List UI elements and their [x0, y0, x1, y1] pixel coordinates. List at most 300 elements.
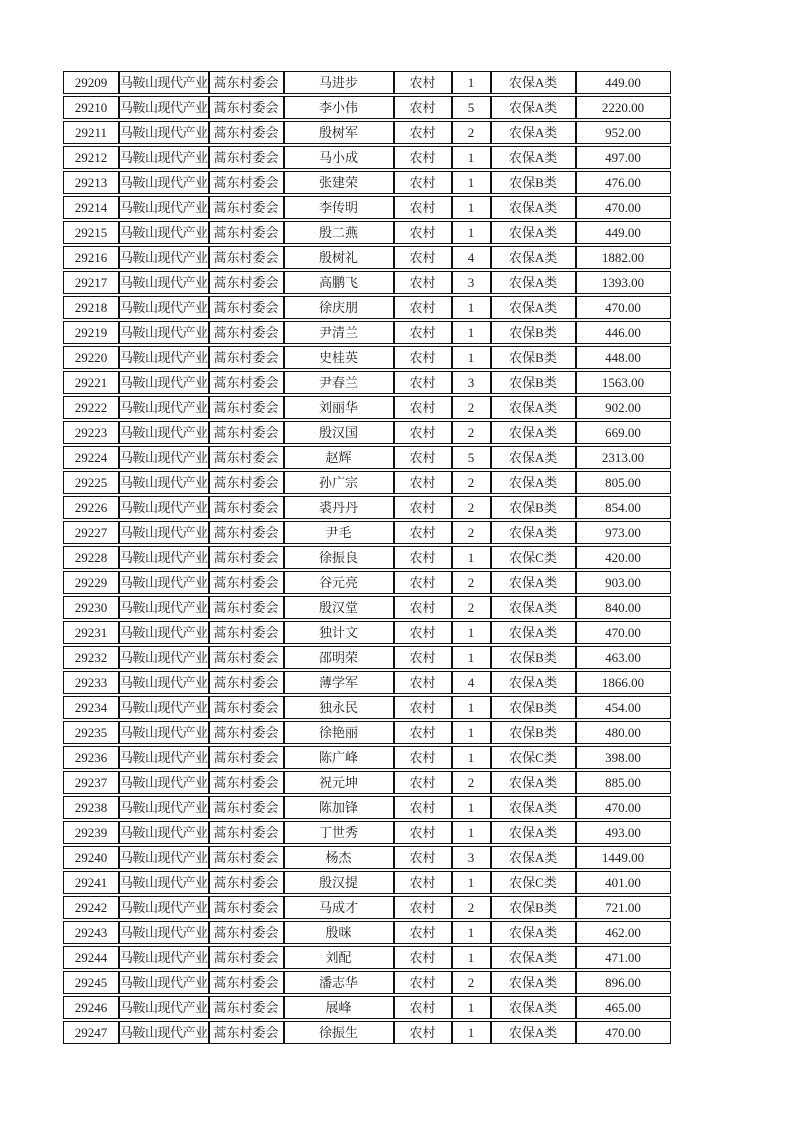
table-row	[63, 996, 671, 1019]
amount-cell: 470.00	[576, 796, 671, 819]
amount-cell: 454.00	[576, 696, 671, 719]
person-name-cell: 殷咪	[284, 921, 394, 944]
count-cell: 3	[452, 846, 491, 869]
category-cell: 农村	[394, 671, 452, 694]
record-id-cell: 29209	[63, 71, 119, 94]
category-cell: 农村	[394, 371, 452, 394]
record-id-cell: 29245	[63, 971, 119, 994]
record-id-cell: 29213	[63, 171, 119, 194]
organization-cell: 马鞍山现代产业	[119, 696, 209, 719]
village-cell: 蒿东村委会	[209, 271, 284, 294]
table-row	[63, 721, 671, 744]
amount-cell: 903.00	[576, 571, 671, 594]
organization-cell: 马鞍山现代产业	[119, 371, 209, 394]
category-cell: 农村	[394, 771, 452, 794]
person-name-cell: 尹毛	[284, 521, 394, 544]
amount-cell: 465.00	[576, 996, 671, 1019]
record-id-cell: 29225	[63, 471, 119, 494]
count-cell: 3	[452, 271, 491, 294]
record-id-cell: 29243	[63, 921, 119, 944]
category-cell: 农村	[394, 621, 452, 644]
village-cell: 蒿东村委会	[209, 446, 284, 469]
village-cell: 蒿东村委会	[209, 721, 284, 744]
village-cell: 蒿东村委会	[209, 371, 284, 394]
village-cell: 蒿东村委会	[209, 846, 284, 869]
amount-cell: 669.00	[576, 421, 671, 444]
organization-cell: 马鞍山现代产业	[119, 721, 209, 744]
record-id-cell: 29238	[63, 796, 119, 819]
organization-cell: 马鞍山现代产业	[119, 1021, 209, 1044]
amount-cell: 805.00	[576, 471, 671, 494]
category-cell: 农村	[394, 171, 452, 194]
village-cell: 蒿东村委会	[209, 171, 284, 194]
organization-cell: 马鞍山现代产业	[119, 71, 209, 94]
table-row	[63, 896, 671, 919]
insurance-type-cell: 农保C类	[491, 871, 576, 894]
person-name-cell: 马成才	[284, 896, 394, 919]
record-id-cell: 29234	[63, 696, 119, 719]
record-id-cell: 29217	[63, 271, 119, 294]
category-cell: 农村	[394, 821, 452, 844]
table-row	[63, 146, 671, 169]
amount-cell: 462.00	[576, 921, 671, 944]
organization-cell: 马鞍山现代产业	[119, 121, 209, 144]
village-cell: 蒿东村委会	[209, 1021, 284, 1044]
category-cell: 农村	[394, 196, 452, 219]
table-row	[63, 96, 671, 119]
count-cell: 2	[452, 896, 491, 919]
insurance-type-cell: 农保B类	[491, 696, 576, 719]
table-row	[63, 221, 671, 244]
category-cell: 农村	[394, 921, 452, 944]
record-id-cell: 29221	[63, 371, 119, 394]
record-id-cell: 29219	[63, 321, 119, 344]
table-row	[63, 296, 671, 319]
village-cell: 蒿东村委会	[209, 821, 284, 844]
village-cell: 蒿东村委会	[209, 771, 284, 794]
amount-cell: 721.00	[576, 896, 671, 919]
amount-cell: 420.00	[576, 546, 671, 569]
count-cell: 1	[452, 346, 491, 369]
table-row	[63, 771, 671, 794]
amount-cell: 401.00	[576, 871, 671, 894]
person-name-cell: 尹清兰	[284, 321, 394, 344]
organization-cell: 马鞍山现代产业	[119, 746, 209, 769]
record-id-cell: 29228	[63, 546, 119, 569]
record-id-cell: 29237	[63, 771, 119, 794]
amount-cell: 1882.00	[576, 246, 671, 269]
table-row	[63, 1021, 671, 1044]
insurance-type-cell: 农保A类	[491, 296, 576, 319]
count-cell: 2	[452, 521, 491, 544]
person-name-cell: 独计文	[284, 621, 394, 644]
table-body	[63, 71, 671, 1044]
record-id-cell: 29218	[63, 296, 119, 319]
record-id-cell: 29235	[63, 721, 119, 744]
count-cell: 2	[452, 596, 491, 619]
insurance-type-cell: 农保A类	[491, 971, 576, 994]
amount-cell: 902.00	[576, 396, 671, 419]
person-name-cell: 徐庆朋	[284, 296, 394, 319]
category-cell: 农村	[394, 221, 452, 244]
count-cell: 1	[452, 796, 491, 819]
table-row	[63, 921, 671, 944]
count-cell: 1	[452, 871, 491, 894]
insurance-type-cell: 农保B类	[491, 896, 576, 919]
amount-cell: 854.00	[576, 496, 671, 519]
table-row	[63, 621, 671, 644]
count-cell: 1	[452, 921, 491, 944]
insurance-type-cell: 农保A类	[491, 821, 576, 844]
person-name-cell: 谷元亮	[284, 571, 394, 594]
village-cell: 蒿东村委会	[209, 596, 284, 619]
amount-cell: 2313.00	[576, 446, 671, 469]
amount-cell: 497.00	[576, 146, 671, 169]
person-name-cell: 李传明	[284, 196, 394, 219]
record-id-cell: 29244	[63, 946, 119, 969]
amount-cell: 398.00	[576, 746, 671, 769]
insurance-type-cell: 农保A类	[491, 596, 576, 619]
insurance-type-cell: 农保A类	[491, 396, 576, 419]
amount-cell: 470.00	[576, 621, 671, 644]
insurance-type-cell: 农保B类	[491, 646, 576, 669]
village-cell: 蒿东村委会	[209, 246, 284, 269]
count-cell: 1	[452, 946, 491, 969]
category-cell: 农村	[394, 396, 452, 419]
village-cell: 蒿东村委会	[209, 471, 284, 494]
record-id-cell: 29226	[63, 496, 119, 519]
person-name-cell: 薄学军	[284, 671, 394, 694]
count-cell: 1	[452, 296, 491, 319]
person-name-cell: 史桂英	[284, 346, 394, 369]
amount-cell: 480.00	[576, 721, 671, 744]
organization-cell: 马鞍山现代产业	[119, 971, 209, 994]
organization-cell: 马鞍山现代产业	[119, 271, 209, 294]
insurance-type-cell: 农保B类	[491, 321, 576, 344]
insurance-type-cell: 农保A类	[491, 96, 576, 119]
insurance-type-cell: 农保A类	[491, 71, 576, 94]
record-id-cell: 29231	[63, 621, 119, 644]
person-name-cell: 刘丽华	[284, 396, 394, 419]
count-cell: 3	[452, 371, 491, 394]
category-cell: 农村	[394, 896, 452, 919]
village-cell: 蒿东村委会	[209, 396, 284, 419]
count-cell: 1	[452, 696, 491, 719]
organization-cell: 马鞍山现代产业	[119, 671, 209, 694]
count-cell: 1	[452, 196, 491, 219]
insurance-type-cell: 农保B类	[491, 496, 576, 519]
amount-cell: 840.00	[576, 596, 671, 619]
amount-cell: 449.00	[576, 221, 671, 244]
table-row	[63, 371, 671, 394]
insurance-type-cell: 农保A类	[491, 421, 576, 444]
record-id-cell: 29229	[63, 571, 119, 594]
count-cell: 2	[452, 496, 491, 519]
organization-cell: 马鞍山现代产业	[119, 396, 209, 419]
organization-cell: 马鞍山现代产业	[119, 646, 209, 669]
insurance-type-cell: 农保B类	[491, 346, 576, 369]
table-row	[63, 971, 671, 994]
organization-cell: 马鞍山现代产业	[119, 946, 209, 969]
count-cell: 2	[452, 771, 491, 794]
organization-cell: 马鞍山现代产业	[119, 821, 209, 844]
village-cell: 蒿东村委会	[209, 221, 284, 244]
insurance-type-cell: 农保C类	[491, 746, 576, 769]
record-id-cell: 29240	[63, 846, 119, 869]
record-id-cell: 29227	[63, 521, 119, 544]
record-id-cell: 29239	[63, 821, 119, 844]
person-name-cell: 孙广宗	[284, 471, 394, 494]
village-cell: 蒿东村委会	[209, 96, 284, 119]
organization-cell: 马鞍山现代产业	[119, 246, 209, 269]
organization-cell: 马鞍山现代产业	[119, 96, 209, 119]
count-cell: 1	[452, 221, 491, 244]
table-row	[63, 846, 671, 869]
organization-cell: 马鞍山现代产业	[119, 196, 209, 219]
count-cell: 2	[452, 971, 491, 994]
insurance-type-cell: 农保A类	[491, 521, 576, 544]
amount-cell: 885.00	[576, 771, 671, 794]
village-cell: 蒿东村委会	[209, 796, 284, 819]
table-row	[63, 396, 671, 419]
person-name-cell: 徐振生	[284, 1021, 394, 1044]
insurance-type-cell: 农保A类	[491, 796, 576, 819]
category-cell: 农村	[394, 521, 452, 544]
table-row	[63, 196, 671, 219]
person-name-cell: 祝元坤	[284, 771, 394, 794]
table-row	[63, 421, 671, 444]
person-name-cell: 邵明荣	[284, 646, 394, 669]
table-row	[63, 246, 671, 269]
insurance-type-cell: 农保A类	[491, 471, 576, 494]
person-name-cell: 陈广峰	[284, 746, 394, 769]
insurance-type-cell: 农保A类	[491, 846, 576, 869]
person-name-cell: 裘丹丹	[284, 496, 394, 519]
village-cell: 蒿东村委会	[209, 421, 284, 444]
table-row	[63, 946, 671, 969]
organization-cell: 马鞍山现代产业	[119, 896, 209, 919]
document-page	[63, 69, 671, 1046]
person-name-cell: 马进步	[284, 71, 394, 94]
record-id-cell: 29223	[63, 421, 119, 444]
person-name-cell: 殷汉国	[284, 421, 394, 444]
amount-cell: 476.00	[576, 171, 671, 194]
organization-cell: 马鞍山现代产业	[119, 471, 209, 494]
insurance-type-cell: 农保A类	[491, 946, 576, 969]
table-row	[63, 696, 671, 719]
amount-cell: 470.00	[576, 1021, 671, 1044]
record-id-cell: 29242	[63, 896, 119, 919]
village-cell: 蒿东村委会	[209, 921, 284, 944]
category-cell: 农村	[394, 496, 452, 519]
amount-cell: 470.00	[576, 196, 671, 219]
insurance-type-cell: 农保A类	[491, 571, 576, 594]
person-name-cell: 陈加锋	[284, 796, 394, 819]
organization-cell: 马鞍山现代产业	[119, 571, 209, 594]
organization-cell: 马鞍山现代产业	[119, 296, 209, 319]
person-name-cell: 刘配	[284, 946, 394, 969]
insurance-type-cell: 农保A类	[491, 996, 576, 1019]
insurance-type-cell: 农保A类	[491, 221, 576, 244]
record-id-cell: 29230	[63, 596, 119, 619]
person-name-cell: 殷汉堂	[284, 596, 394, 619]
amount-cell: 2220.00	[576, 96, 671, 119]
record-id-cell: 29212	[63, 146, 119, 169]
insurance-type-cell: 农保A类	[491, 121, 576, 144]
record-id-cell: 29247	[63, 1021, 119, 1044]
category-cell: 农村	[394, 796, 452, 819]
count-cell: 4	[452, 246, 491, 269]
category-cell: 农村	[394, 946, 452, 969]
amount-cell: 973.00	[576, 521, 671, 544]
amount-cell: 952.00	[576, 121, 671, 144]
insurance-type-cell: 农保A类	[491, 271, 576, 294]
village-cell: 蒿东村委会	[209, 646, 284, 669]
record-id-cell: 29211	[63, 121, 119, 144]
organization-cell: 马鞍山现代产业	[119, 146, 209, 169]
record-id-cell: 29216	[63, 246, 119, 269]
table-row	[63, 546, 671, 569]
organization-cell: 马鞍山现代产业	[119, 596, 209, 619]
category-cell: 农村	[394, 246, 452, 269]
category-cell: 农村	[394, 71, 452, 94]
village-cell: 蒿东村委会	[209, 71, 284, 94]
table-row	[63, 271, 671, 294]
table-row	[63, 646, 671, 669]
person-name-cell: 杨杰	[284, 846, 394, 869]
organization-cell: 马鞍山现代产业	[119, 921, 209, 944]
count-cell: 1	[452, 721, 491, 744]
person-name-cell: 殷汉提	[284, 871, 394, 894]
record-id-cell: 29241	[63, 871, 119, 894]
record-id-cell: 29224	[63, 446, 119, 469]
insurance-type-cell: 农保B类	[491, 721, 576, 744]
category-cell: 农村	[394, 971, 452, 994]
amount-cell: 448.00	[576, 346, 671, 369]
table-row	[63, 671, 671, 694]
village-cell: 蒿东村委会	[209, 871, 284, 894]
organization-cell: 马鞍山现代产业	[119, 771, 209, 794]
village-cell: 蒿东村委会	[209, 521, 284, 544]
table-row	[63, 346, 671, 369]
category-cell: 农村	[394, 446, 452, 469]
amount-cell: 463.00	[576, 646, 671, 669]
village-cell: 蒿东村委会	[209, 546, 284, 569]
amount-cell: 446.00	[576, 321, 671, 344]
organization-cell: 马鞍山现代产业	[119, 846, 209, 869]
organization-cell: 马鞍山现代产业	[119, 621, 209, 644]
amount-cell: 471.00	[576, 946, 671, 969]
organization-cell: 马鞍山现代产业	[119, 871, 209, 894]
insurance-roster-table	[63, 69, 671, 1046]
organization-cell: 马鞍山现代产业	[119, 796, 209, 819]
table-row	[63, 596, 671, 619]
count-cell: 2	[452, 396, 491, 419]
amount-cell: 1393.00	[576, 271, 671, 294]
amount-cell: 449.00	[576, 71, 671, 94]
table-row	[63, 446, 671, 469]
village-cell: 蒿东村委会	[209, 696, 284, 719]
person-name-cell: 展峰	[284, 996, 394, 1019]
village-cell: 蒿东村委会	[209, 296, 284, 319]
person-name-cell: 尹春兰	[284, 371, 394, 394]
count-cell: 2	[452, 571, 491, 594]
record-id-cell: 29232	[63, 646, 119, 669]
record-id-cell: 29214	[63, 196, 119, 219]
category-cell: 农村	[394, 546, 452, 569]
record-id-cell: 29233	[63, 671, 119, 694]
record-id-cell: 29222	[63, 396, 119, 419]
category-cell: 农村	[394, 146, 452, 169]
organization-cell: 马鞍山现代产业	[119, 446, 209, 469]
person-name-cell: 殷树军	[284, 121, 394, 144]
count-cell: 1	[452, 1021, 491, 1044]
count-cell: 4	[452, 671, 491, 694]
category-cell: 农村	[394, 721, 452, 744]
person-name-cell: 潘志华	[284, 971, 394, 994]
village-cell: 蒿东村委会	[209, 346, 284, 369]
table-row	[63, 471, 671, 494]
organization-cell: 马鞍山现代产业	[119, 996, 209, 1019]
table-row	[63, 121, 671, 144]
organization-cell: 马鞍山现代产业	[119, 221, 209, 244]
person-name-cell: 张建荣	[284, 171, 394, 194]
amount-cell: 1449.00	[576, 846, 671, 869]
category-cell: 农村	[394, 96, 452, 119]
table-row	[63, 871, 671, 894]
person-name-cell: 殷二燕	[284, 221, 394, 244]
count-cell: 1	[452, 646, 491, 669]
amount-cell: 1563.00	[576, 371, 671, 394]
person-name-cell: 丁世秀	[284, 821, 394, 844]
person-name-cell: 徐振良	[284, 546, 394, 569]
count-cell: 1	[452, 546, 491, 569]
village-cell: 蒿东村委会	[209, 971, 284, 994]
category-cell: 农村	[394, 346, 452, 369]
organization-cell: 马鞍山现代产业	[119, 171, 209, 194]
category-cell: 农村	[394, 1021, 452, 1044]
count-cell: 1	[452, 321, 491, 344]
village-cell: 蒿东村委会	[209, 121, 284, 144]
village-cell: 蒿东村委会	[209, 896, 284, 919]
category-cell: 农村	[394, 571, 452, 594]
count-cell: 2	[452, 421, 491, 444]
table-row	[63, 571, 671, 594]
person-name-cell: 李小伟	[284, 96, 394, 119]
person-name-cell: 赵辉	[284, 446, 394, 469]
organization-cell: 马鞍山现代产业	[119, 546, 209, 569]
category-cell: 农村	[394, 121, 452, 144]
table-row	[63, 746, 671, 769]
count-cell: 1	[452, 171, 491, 194]
count-cell: 1	[452, 746, 491, 769]
count-cell: 5	[452, 446, 491, 469]
insurance-type-cell: 农保A类	[491, 1021, 576, 1044]
village-cell: 蒿东村委会	[209, 746, 284, 769]
insurance-type-cell: 农保B类	[491, 171, 576, 194]
insurance-type-cell: 农保A类	[491, 446, 576, 469]
category-cell: 农村	[394, 696, 452, 719]
organization-cell: 马鞍山现代产业	[119, 421, 209, 444]
organization-cell: 马鞍山现代产业	[119, 346, 209, 369]
person-name-cell: 马小成	[284, 146, 394, 169]
village-cell: 蒿东村委会	[209, 146, 284, 169]
category-cell: 农村	[394, 321, 452, 344]
count-cell: 1	[452, 821, 491, 844]
table-row	[63, 796, 671, 819]
count-cell: 1	[452, 71, 491, 94]
insurance-type-cell: 农保C类	[491, 546, 576, 569]
